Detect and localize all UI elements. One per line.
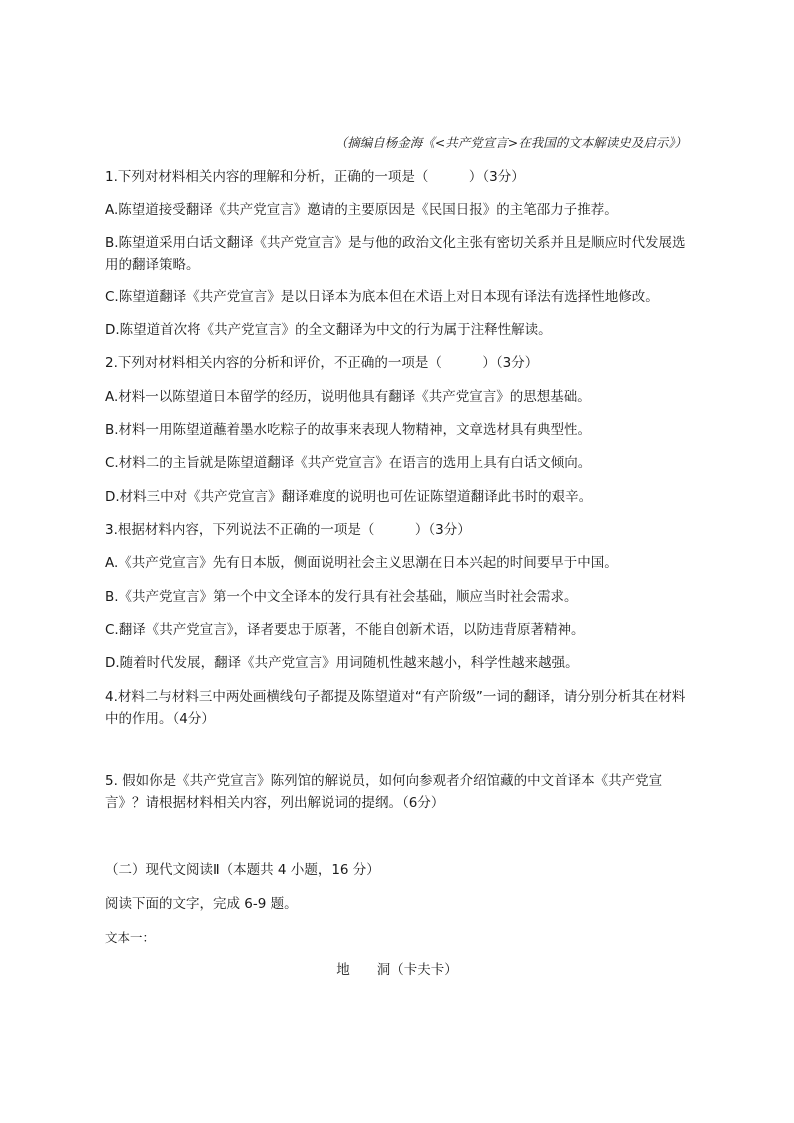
question-4: 4.材料二与材料三中两处画横线句子都提及陈望道对“有产阶级”一词的翻译，请分别分析其在材料中的作用。（4分）: [105, 689, 686, 727]
question-3-option-c: C.翻译《共产党宣言》，译者要忠于原著，不能自创新术语，以防违背原著精神。: [105, 622, 585, 638]
question-3-option-a: A.《共产党宣言》先有日本版，侧面说明社会主义思潮在日本兴起的时间要早于中国。: [105, 555, 618, 571]
question-2-option-d: D.材料三中对《共产党宣言》翻译难度的说明也可佐证陈望道翻译此书时的艰辛。: [105, 489, 593, 505]
question-2-option-b: B.材料一用陈望道蘸着墨水吃粽子的故事来表现人物精神，文章选材具有典型性。: [105, 422, 592, 438]
question-2-option-a: A.材料一以陈望道日本留学的经历，说明他具有翻译《共产党宣言》的思想基础。: [105, 389, 591, 405]
question-1-option-d: D.陈望道首次将《共产党宣言》的全文翻译为中文的行为属于注释性解读。: [105, 322, 552, 338]
question-1-stem: 1.下列对材料相关内容的理解和分析，正确的一项是（ ）（3分）: [105, 169, 525, 185]
question-1-option-c: C.陈望道翻译《共产党宣言》是以日译本为底本但在术语上对日本现有译法有选择性地修改。: [105, 289, 659, 305]
section-heading: （二）现代文阅读Ⅱ（本题共 4 小题，16 分）: [105, 862, 380, 878]
question-3-option-d: D.随着时代发展，翻译《共产党宣言》用词随机性越来越小，科学性越来越强。: [105, 655, 579, 671]
story-title: 地 洞（卡夫卡）: [336, 962, 458, 978]
question-2-stem: 2.下列对材料相关内容的分析和评价，不正确的一项是（ ）（3分）: [105, 355, 539, 371]
question-1-option-b: B.陈望道采用白话文翻译《共产党宣言》是与他的政治文化主张有密切关系并且是顺应时代发展选用的翻译策略。: [105, 235, 686, 273]
reading-instruction: 阅读下面的文字，完成 6-9 题。: [105, 896, 298, 912]
source-citation: （摘编自杨金海《<共产党宣言>在我国的文本解读史及启示》）: [334, 135, 687, 150]
question-1-option-a: A.陈望道接受翻译《共产党宣言》邀请的主要原因是《民国日报》的主笔邵力子推荐。: [105, 202, 618, 218]
question-3-option-b: B.《共产党宣言》第一个中文全译本的发行具有社会基础，顺应当时社会需求。: [105, 589, 578, 605]
question-3-stem: 3.根据材料内容，下列说法不正确的一项是（ ）（3分）: [105, 522, 471, 538]
question-5: 5. 假如你是《共产党宣言》陈列馆的解说员，如何向参观者介绍馆藏的中文首译本《共产党宣言》？请根据材料相关内容，列出解说词的提纲。（6分）: [105, 773, 663, 811]
text-label: 文本一：: [105, 930, 156, 945]
question-2-option-c: C.材料二的主旨就是陈望道翻译《共产党宣言》在语言的选用上具有白话文倾向。: [105, 455, 592, 471]
